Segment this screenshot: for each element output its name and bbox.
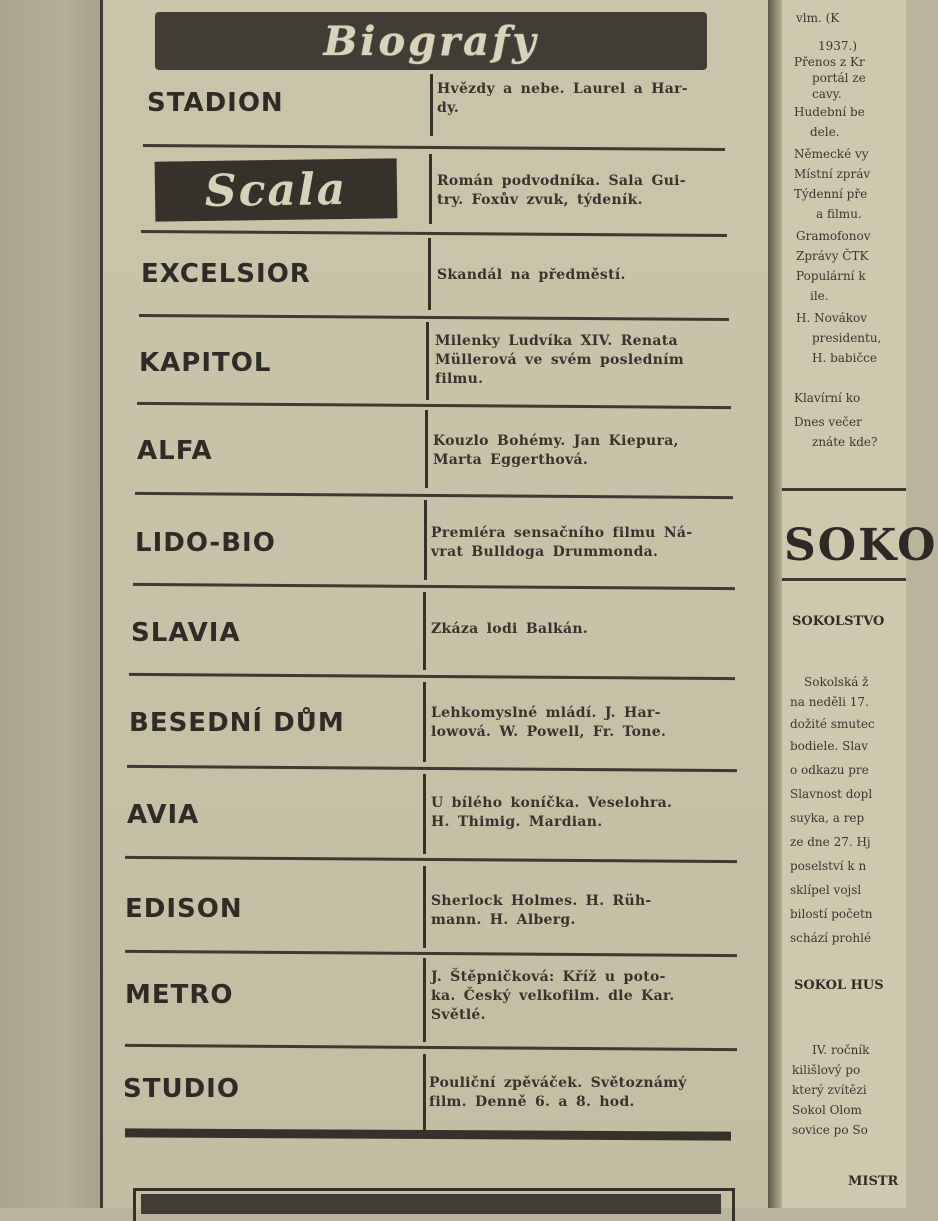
row-separator: [139, 314, 729, 321]
column-divider: [426, 322, 429, 400]
article-line: na neděli 17.: [790, 695, 869, 709]
program-line: Klavírní ko: [794, 391, 861, 405]
article-line: který zvítězi: [792, 1083, 867, 1097]
article-line: bodiele. Slav: [790, 739, 869, 753]
bottom-rule: [125, 1128, 731, 1140]
desc-line: Marta Eggerthová.: [433, 452, 589, 468]
row-separator: [125, 856, 737, 863]
desc-line: Premiéra sensačního filmu Ná-: [431, 525, 693, 541]
section-title: SOKO: [784, 520, 938, 571]
cinema-name-kapitol: KAPITOL: [139, 348, 272, 378]
cinema-desc-edison: [431, 892, 652, 930]
article-line: Slavnost dopl: [790, 787, 873, 801]
program-line: Zprávy ČTK: [796, 249, 869, 263]
program-line: Populární k: [796, 269, 866, 283]
desc-line: Román podvodníka. Sala Gui-: [437, 173, 686, 189]
article-line: schází prohlé: [790, 931, 872, 945]
cinema-desc-alfa: [433, 432, 679, 470]
program-line: portál ze: [812, 71, 866, 85]
article-line: Sokol Olom: [792, 1103, 862, 1117]
cinema-name-studio: STUDIO: [123, 1074, 240, 1104]
column-divider: [428, 238, 431, 310]
article-line: sovice po So: [792, 1123, 868, 1137]
cinema-desc-studio: [429, 1074, 687, 1112]
row-separator: [135, 492, 733, 499]
program-line: Přenos z Kr: [794, 55, 865, 69]
cinema-desc-besedni-dum: [431, 704, 666, 742]
desc-line: try. Foxův zvuk, týdeník.: [437, 192, 643, 208]
desc-line: Sherlock Holmes. H. Rüh-: [431, 893, 652, 909]
desc-line: filmu.: [435, 371, 484, 387]
program-line: a filmu.: [816, 207, 862, 221]
cinema-desc-excelsior: [437, 266, 626, 285]
desc-line: Müllerová ve svém posledním: [435, 352, 684, 368]
column-divider: [423, 958, 426, 1042]
program-line: H. Novákov: [796, 311, 868, 325]
cinema-desc-metro: [431, 968, 675, 1025]
book-spine: [768, 0, 782, 1208]
cinema-name-slavia: SLAVIA: [131, 618, 241, 648]
program-line: cavy.: [812, 87, 842, 101]
cinema-name-alfa: ALFA: [137, 436, 213, 466]
program-line: Gramofonov: [796, 229, 871, 243]
article-line: poselství k n: [790, 859, 867, 873]
desc-line: Světlé.: [431, 1007, 486, 1023]
cinema-name-edison: EDISON: [125, 894, 243, 924]
cinema-desc-stadion: [437, 80, 688, 118]
desc-line: H. Thimig. Mardian.: [431, 814, 603, 830]
cinema-name-metro: METRO: [125, 980, 234, 1010]
desc-line: Pouliční zpěváček. Světoznámý: [429, 1075, 687, 1091]
row-separator: [125, 950, 737, 957]
column-divider: [423, 682, 426, 762]
cinema-desc-scala: [437, 172, 686, 210]
desc-line: lowová. W. Powell, Fr. Tone.: [431, 724, 667, 740]
article-line: IV. ročník: [812, 1043, 870, 1057]
program-line: Dnes večer: [794, 415, 862, 429]
cinema-desc-slavia: [431, 620, 588, 639]
desc-line: dy.: [437, 100, 460, 116]
program-line: znáte kde?: [812, 435, 878, 449]
biografy-banner: [155, 12, 707, 70]
article-line: kilišlový po: [792, 1063, 861, 1077]
article-line: o odkazu pre: [790, 763, 869, 777]
program-line: Hudební be: [794, 105, 865, 119]
program-line: Místní zpráv: [794, 167, 871, 181]
program-line: 1937.): [818, 39, 858, 53]
column-divider: [423, 592, 426, 670]
column-divider: [425, 410, 428, 488]
desc-line: Milenky Ludvíka XIV. Renata: [435, 333, 678, 349]
row-separator: [125, 1044, 737, 1051]
desc-line: U bílého koníčka. Veselohra.: [431, 795, 673, 811]
cinema-name-besedni-dum: BESEDNÍ DŮM: [129, 708, 345, 738]
adjacent-page: [782, 0, 938, 1208]
article-subheading: SOKOL HUS: [794, 978, 884, 993]
desc-line: Skandál na předměstí.: [437, 267, 626, 283]
section-rule: [782, 578, 906, 581]
section-rule: [782, 488, 906, 491]
desc-line: Lehkomyslné mládí. J. Har-: [431, 705, 661, 721]
row-separator: [127, 765, 737, 772]
program-line: H. babičce: [812, 351, 877, 365]
cinema-name-stadion: STADION: [147, 88, 284, 118]
desc-line: Kouzlo Bohémy. Jan Kiepura,: [433, 433, 679, 449]
program-line: Německé vy: [794, 147, 869, 161]
footer-word: MISTR: [848, 1174, 899, 1189]
desc-line: J. Štěpničková: Kříž u poto-: [431, 969, 666, 985]
desc-line: vrat Bulldoga Drummonda.: [431, 544, 659, 560]
page-title: Biografy: [323, 17, 539, 65]
row-separator: [137, 402, 731, 409]
cinema-desc-lido-bio: [431, 524, 692, 562]
article-line: dožité smutec: [790, 717, 875, 731]
row-separator: [133, 583, 735, 590]
desc-line: ka. Český velkofilm. dle Kar.: [431, 988, 675, 1004]
next-section-banner: [141, 1194, 721, 1214]
column-divider: [423, 1054, 426, 1134]
desc-line: Hvězdy a nebe. Laurel a Har-: [437, 81, 688, 97]
article-subheading: SOKOLSTVO: [792, 614, 885, 629]
desc-line: Zkáza lodi Balkán.: [431, 621, 588, 637]
program-line: Týdenní pře: [794, 187, 868, 201]
cinema-name-avia: AVIA: [127, 800, 200, 830]
scala-logo-text: Scala: [204, 163, 348, 217]
cinema-name-lido-bio: LIDO-BIO: [135, 528, 276, 558]
cinema-desc-kapitol: [435, 332, 684, 389]
cinema-listing-page: [100, 0, 771, 1208]
row-separator: [141, 230, 727, 237]
article-line: sklípel vojsl: [790, 883, 862, 897]
cinema-desc-avia: [431, 794, 672, 832]
program-line: dele.: [810, 125, 840, 139]
desc-line: film. Denně 6. a 8. hod.: [429, 1094, 635, 1110]
program-line: vlm. (K: [796, 11, 840, 25]
cinema-name-excelsior: EXCELSIOR: [141, 259, 311, 289]
program-line: presidentu,: [812, 331, 882, 345]
column-divider: [430, 74, 433, 136]
column-divider: [429, 154, 432, 224]
desc-line: mann. H. Alberg.: [431, 912, 576, 928]
column-divider: [423, 866, 426, 948]
row-separator: [143, 144, 725, 151]
scala-logo: [155, 158, 398, 221]
background-margin: [0, 0, 110, 1208]
article-line: Sokolská ž: [804, 675, 869, 689]
article-line: suyka, a rep: [790, 811, 865, 825]
article-line: ze dne 27. Hj: [790, 835, 871, 849]
column-divider: [423, 774, 426, 854]
row-separator: [129, 673, 735, 680]
article-line: bilostí početn: [790, 907, 873, 921]
program-line: ile.: [810, 289, 829, 303]
column-divider: [424, 500, 427, 580]
